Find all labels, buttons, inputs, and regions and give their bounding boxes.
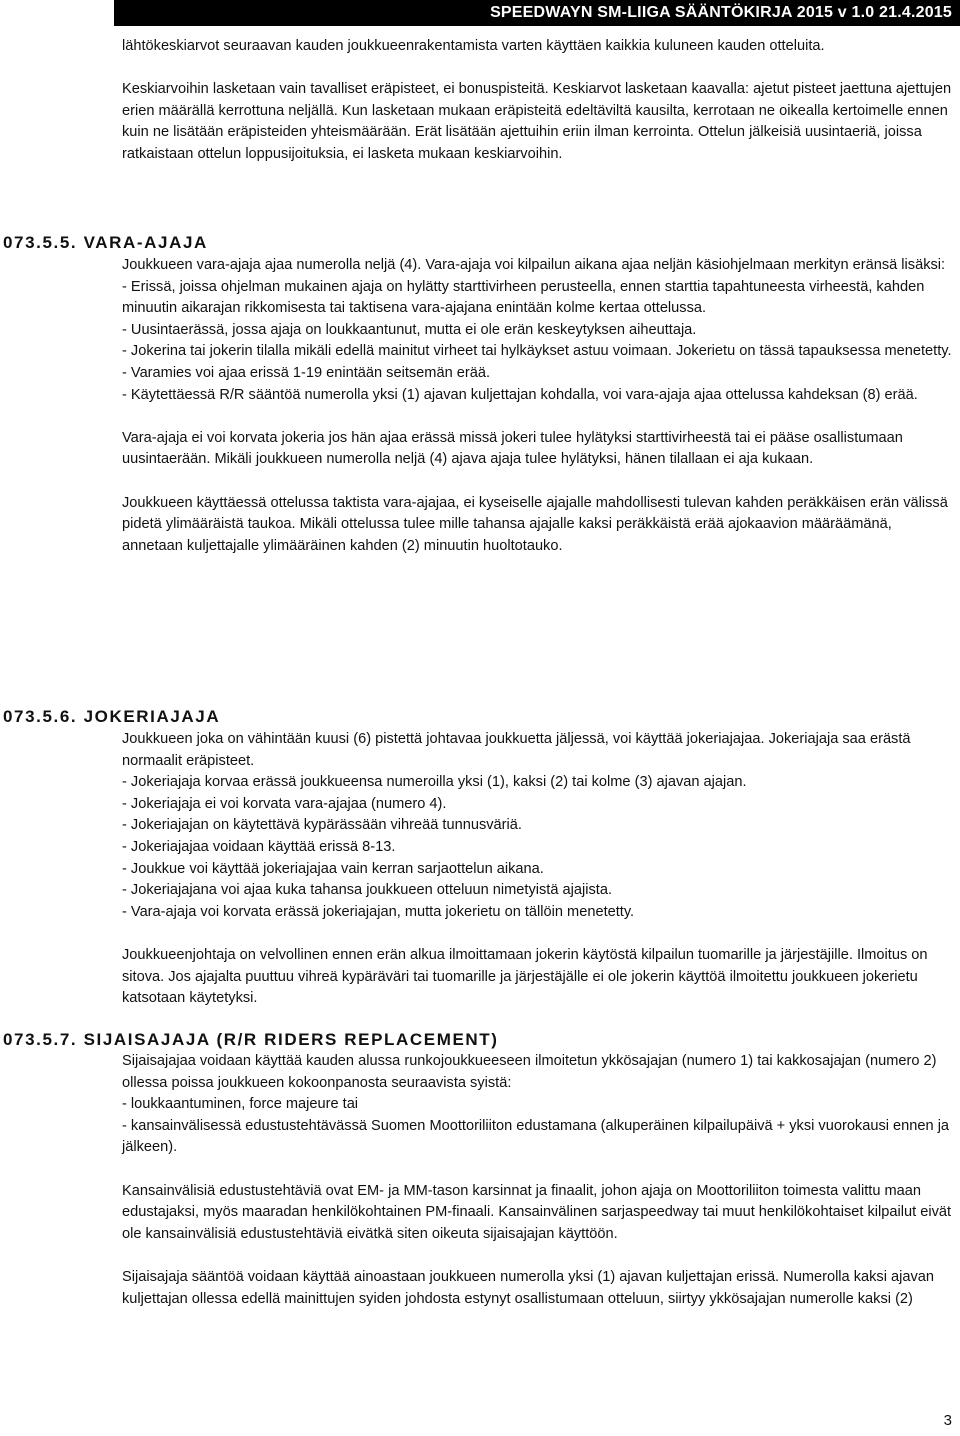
paragraph: Sijaisajajaa voidaan käyttää kauden alussa runkojoukkueeseen ilmoitetun ykkösajajan (numero 1) tai kakkosajajan (numero 2) ollessa poissa joukkueen kokoonpanosta seuraavista syistä: xyxy=(122,1053,937,1091)
section-heading-vara-ajaja: 073.5.5. VARA-AJAJA xyxy=(3,233,208,252)
intro-paragraph-1: lähtökeskiarvot seuraavan kauden joukkueenrakentamista varten käyttäen kaikkia kuluneen kauden otteluita. xyxy=(122,38,825,54)
intro-block xyxy=(122,36,954,166)
page-number: 3 xyxy=(943,1412,952,1429)
list-item: - Vara-ajaja voi korvata erässä jokeriajajan, mutta jokerietu on tällöin menetetty. xyxy=(122,903,635,920)
document-header: SPEEDWAYN SM-LIIGA SÄÄNTÖKIRJA 2015 v 1.0 21.4.2015 xyxy=(114,0,960,26)
list-item: - loukkaantuminen, force majeure tai xyxy=(122,1096,359,1113)
paragraph: Joukkueen joka on vähintään kuusi (6) pistettä johtavaa joukkuetta jäljessä, voi käyttää jokeriajajaa. Jokeriajaja saa erästä normaalit eräpisteet. xyxy=(122,731,911,769)
paragraph: Vara-ajaja ei voi korvata jokeria jos hän ajaa erässä missä jokeri tulee hylätyksi starttivirheestä tai ei pääse osallistumaan uusintaerään. Mikäli joukkueen numerolla neljä (4) ajava ajaja tulee hylätyksi, hänen tilallaan ei aja kukaan. xyxy=(122,429,903,468)
list-item: - Jokeriajaja korvaa erässä joukkueensa numeroilla yksi (1), kaksi (2) tai kolme (3) ajavan ajajan. xyxy=(122,774,747,791)
list-item: - kansainvälisessä edustustehtävässä Suomen Moottoriliiton edustamana (alkuperäinen kilpailupäivä + yksi vuorokausi ennen ja jälkeen). xyxy=(122,1117,950,1156)
paragraph: Joukkueen käyttäessä ottelussa taktista vara-ajajaa, ei kyseiselle ajajalle mahdollisesti tulevan kahden peräkkäisen erän välissä pidetä ylimääräistä taukoa. Mikäli ottelussa tulee mille tahansa ajajalle kaksi peräkkäistä erää ajokaavion määräämänä, annetaan kuljettajalle ylimääräinen kahden (2) minuutin huoltotauko. xyxy=(122,494,948,554)
list-item: - Käytettäessä R/R sääntöä numerolla yksi (1) ajavan kuljettajan kohdalla, voi vara-ajaja ajaa ottelussa kahdeksan (8) erää. xyxy=(122,386,918,403)
list-item: - Jokeriajaja ei voi korvata vara-ajajaa (numero 4). xyxy=(122,795,447,812)
section-vara-ajaja-body xyxy=(122,255,954,557)
list-item: - Varamies voi ajaa erissä 1-19 enintään seitsemän erää. xyxy=(122,364,491,381)
intro-paragraph-2: Keskiarvoihin lasketaan vain tavalliset eräpisteet, ei bonuspisteitä. Keskiarvot lasketaan kaavalla: ajetut pisteet jaettuna ajettujen erien määrällä kerrottuna neljällä. Kun lasketaan mukaan eräpisteitä edeltäviltä kausilta, kerrotaan ne oikealla kertoimelle ennen kuin ne lisätään eräpisteiden yhteismäärään. Erät lisätään ajettuihin eriin ilman kerrointa. Ottelun jälkeisiä uusintaeriä, joissa ratkaistaan ottelun loppusijoituksia, ei lasketa mukaan keskiarvoihin. xyxy=(122,81,952,162)
list-item: - Uusintaerässä, jossa ajaja on loukkaantunut, mutta ei ole erän keskeytyksen aiheuttaja. xyxy=(122,321,697,338)
paragraph: Sijaisajaja sääntöä voidaan käyttää ainoastaan joukkueen numerolla yksi (1) ajavan kuljettajan erissä. Numerolla kaksi ajavan kuljettajan ollessa edellä mainittujen syiden johdosta estynyt osallistumaan otteluun, siirtyy ykkösajajan numerolle kaksi (2) xyxy=(122,1268,935,1307)
list-item: - Joukkue voi käyttää jokeriajajaa vain kerran sarjaottelun aikana. xyxy=(122,860,544,877)
list-item: - Jokeriajajaa voidaan käyttää erissä 8-13. xyxy=(122,838,396,855)
section-jokeriajaja-body xyxy=(122,729,954,1010)
list-item: - Jokeriajajan on käytettävä kypärässään vihreää tunnusväriä. xyxy=(122,817,522,834)
paragraph: Joukkueenjohtaja on velvollinen ennen erän alkua ilmoittamaan jokerin käytöstä kilpailun tuomarille ja järjestäjille. Ilmoitus on sitova. Jos ajajalta puuttuu vihreä kypäräväri tai tuomarille ja järjestäjälle ei ole jokerin käyttöä ilmoitettu joukkueen jokerietu katsotaan käytetyksi. xyxy=(122,946,928,1007)
list-item: - Erissä, joissa ohjelman mukainen ajaja on hylätty starttivirheen perusteella, ennen starttia tapahtuneesta virheestä, kahden minuutin aikarajan rikkomisesta tai taktisena vara-ajajana enintään kolme kertaa ottelussa. xyxy=(122,278,925,317)
section-sijaisajaja-body xyxy=(122,1051,954,1310)
section-heading-sijaisajaja: 073.5.7. SIJAISAJAJA (R/R RIDERS REPLACEMENT) xyxy=(3,1030,499,1049)
list-item: - Jokeriajajana voi ajaa kuka tahansa joukkueen otteluun nimetyistä ajajista. xyxy=(122,882,612,899)
paragraph: Kansainvälisiä edustustehtäviä ovat EM- ja MM-tason karsinnat ja finaalit, johon ajaja on Moottoriliiton toimesta valittu maan edustajaksi, myös maaradan henkilökohtainen PM-finaali. Kansainvälinen sarjaspeedway tai muut henkilökohtaiset kilpailut eivät ole kansainvälisiä edustustehtäviä eivätkä siten oikeuta sijaisajajan käyttöön. xyxy=(122,1182,952,1242)
list-item: - Jokerina tai jokerin tilalla mikäli edellä mainitut virheet tai hylkäykset astuu voimaan. Jokerietu on tässä tapauksessa menetetty. xyxy=(122,343,952,360)
paragraph: Joukkueen vara-ajaja ajaa numerolla neljä (4). Vara-ajaja voi kilpailun aikana ajaa neljän käsiohjelmaan merkityn eränsä lisäksi: xyxy=(122,257,946,273)
section-heading-jokeriajaja: 073.5.6. JOKERIAJAJA xyxy=(3,707,221,726)
